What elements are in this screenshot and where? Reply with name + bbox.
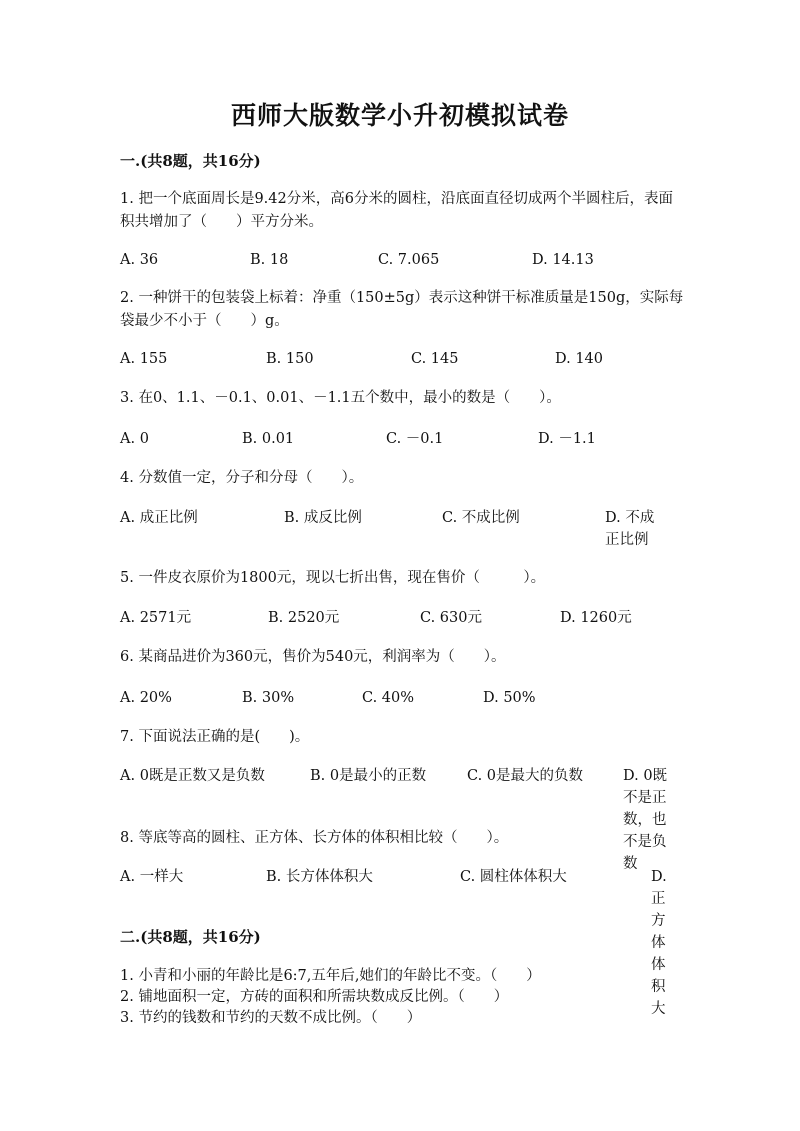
question-8: 8. 等底等高的圆柱、正方体、长方体的体积相比较（ ）。	[120, 830, 509, 846]
option-c: C. 40%	[362, 690, 415, 706]
option-c: C. 圆柱体体积大	[460, 869, 567, 885]
judgment-item-1: 1. 小青和小丽的年龄比是6:7,五年后,她们的年龄比不变。（ ）	[120, 968, 541, 984]
option-c: C. 7.065	[378, 252, 440, 268]
option-b: B. 长方体体积大	[266, 869, 373, 885]
option-a: A. 20%	[120, 690, 172, 706]
option-b: B. 0.01	[242, 431, 295, 447]
option-d: D. 正方体体积大	[651, 869, 667, 1017]
option-b: B. 2520元	[268, 610, 340, 626]
option-b: B. 成反比例	[284, 510, 362, 526]
option-a: A. 一样大	[120, 869, 184, 885]
option-b: B. 0是最小的正数	[310, 768, 427, 784]
exam-title: 西师大版数学小升初模拟试卷	[230, 101, 569, 130]
option-d: D. 140	[555, 351, 604, 367]
option-c: C. －0.1	[386, 431, 444, 447]
judgment-item-2: 2. 铺地面积一定，方砖的面积和所需块数成反比例。（ ）	[120, 989, 509, 1005]
option-d: D. 不成正比例	[605, 510, 655, 548]
option-c: C. 630元	[420, 610, 482, 626]
option-b: B. 30%	[242, 690, 295, 706]
question-6: 6. 某商品进价为360元，售价为540元，利润率为（ ）。	[120, 649, 506, 665]
option-b: B. 18	[250, 252, 289, 268]
question-1: 1. 把一个底面周长是9.42分米，高6分米的圆柱，沿底面直径切成两个半圆柱后，表面积共增加了（ ）平方分米。	[120, 191, 673, 230]
option-c: C. 0是最大的负数	[467, 768, 584, 784]
option-d: D. －1.1	[538, 431, 596, 447]
question-7: 7. 下面说法正确的是( )。	[120, 729, 310, 745]
option-a: A. 0	[120, 431, 149, 447]
option-b: B. 150	[266, 351, 314, 367]
judgment-item-3: 3. 节约的钱数和节约的天数不成比例。（ ）	[120, 1010, 422, 1026]
option-a: A. 2571元	[120, 610, 192, 626]
option-d: D. 1260元	[560, 610, 632, 626]
option-c: C. 不成比例	[442, 510, 520, 526]
option-d: D. 0既不是正数，也不是负数	[623, 768, 668, 872]
question-4-options	[120, 507, 680, 551]
option-a: A. 0既是正数又是负数	[120, 768, 265, 784]
question-3: 3. 在0、1.1、－0.1、0.01、－1.1五个数中，最小的数是（ ）。	[120, 390, 561, 406]
question-5: 5. 一件皮衣原价为1800元，现以七折出售，现在售价（ ）。	[120, 570, 546, 586]
option-a: A. 36	[120, 252, 159, 268]
option-d: D. 50%	[483, 690, 536, 706]
option-a: A. 155	[120, 351, 168, 367]
question-2: 2. 一种饼干的包装袋上标着：净重（150±5g）表示这种饼干标准质量是150g，实际每袋最少不小于（ ）g。	[120, 290, 684, 329]
question-4: 4. 分数值一定，分子和分母（ ）。	[120, 470, 364, 486]
section-2-heading: 二.(共8题，共16分)	[120, 928, 261, 946]
section-1-heading: 一.(共8题，共16分)	[120, 152, 261, 170]
option-c: C. 145	[411, 351, 459, 367]
option-d: D. 14.13	[532, 252, 594, 268]
option-a: A. 成正比例	[120, 510, 198, 526]
